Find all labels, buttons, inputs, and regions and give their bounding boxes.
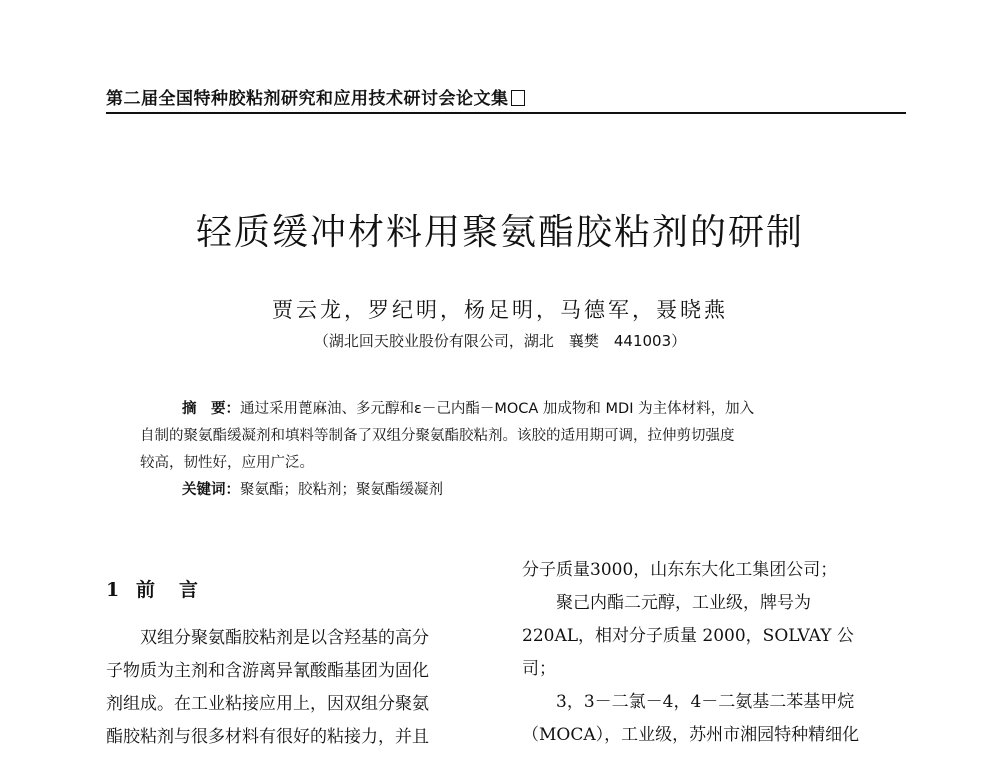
- box-mark-icon: [511, 90, 525, 106]
- body-line: 220AL，相对分子质量 2000，SOLVAY 公: [522, 626, 854, 646]
- right-column: [522, 554, 906, 752]
- abstract-label: 摘 要：: [182, 401, 240, 417]
- section-title-char: 前: [136, 579, 156, 601]
- running-head-text: 第二届全国特种胶粘剂研究和应用技术研讨会论文集: [106, 89, 509, 109]
- keywords-text: 聚氨酯；胶粘剂；聚氨酯缓凝剂: [240, 482, 443, 498]
- abstract-line: 较高，韧性好，应用广泛。: [140, 455, 314, 471]
- paper-title: 轻质缓冲材料用聚氨酯胶粘剂的研制: [195, 212, 804, 253]
- body-line: 分子质量3000，山东东大化工集团公司；: [522, 560, 838, 580]
- keywords-label: 关键词：: [182, 482, 240, 498]
- body-line: 剂组成。在工业粘接应用上，因双组分聚氨: [106, 694, 429, 714]
- abstract-line: [140, 396, 870, 423]
- left-column: [106, 570, 496, 754]
- keywords-line: [140, 477, 870, 504]
- abstract-block: [140, 396, 870, 504]
- body-line: 聚己内酯二元醇，工业级，牌号为: [556, 593, 811, 613]
- abstract-line: 自制的聚氨酯缓凝剂和填料等制备了双组分聚氨酯胶粘剂。该胶的适用期可调，拉伸剪切强度: [140, 428, 735, 444]
- section-heading: [106, 570, 496, 610]
- abstract-text: 通过采用蓖麻油、多元醇和ε－己内酯－MOCA 加成物和 MDI 为主体材料，加入: [240, 401, 755, 417]
- affiliation: （湖北回天胶业股份有限公司，湖北 襄樊 441003）: [313, 332, 687, 350]
- body-line: 3，3－二氯－4，4－二氨基二苯基甲烷: [556, 692, 855, 712]
- section-title-char: 言: [179, 579, 199, 601]
- running-head: [106, 84, 525, 109]
- body-line: 双组分聚氨酯胶粘剂是以含羟基的高分: [140, 628, 429, 648]
- section-number: 1: [106, 579, 120, 601]
- body-line: 子物质为主剂和含游离异氰酸酯基团为固化: [106, 661, 429, 681]
- header-rule: [106, 112, 906, 114]
- body-line: 司；: [522, 659, 556, 679]
- body-line: 酯胶粘剂与很多材料有很好的粘接力，并且: [106, 727, 429, 747]
- author-list: 贾云龙，罗纪明，杨足明，马德军，聂晓燕: [272, 298, 728, 322]
- body-line: （MOCA），工业级，苏州市湘园特种精细化: [522, 725, 860, 745]
